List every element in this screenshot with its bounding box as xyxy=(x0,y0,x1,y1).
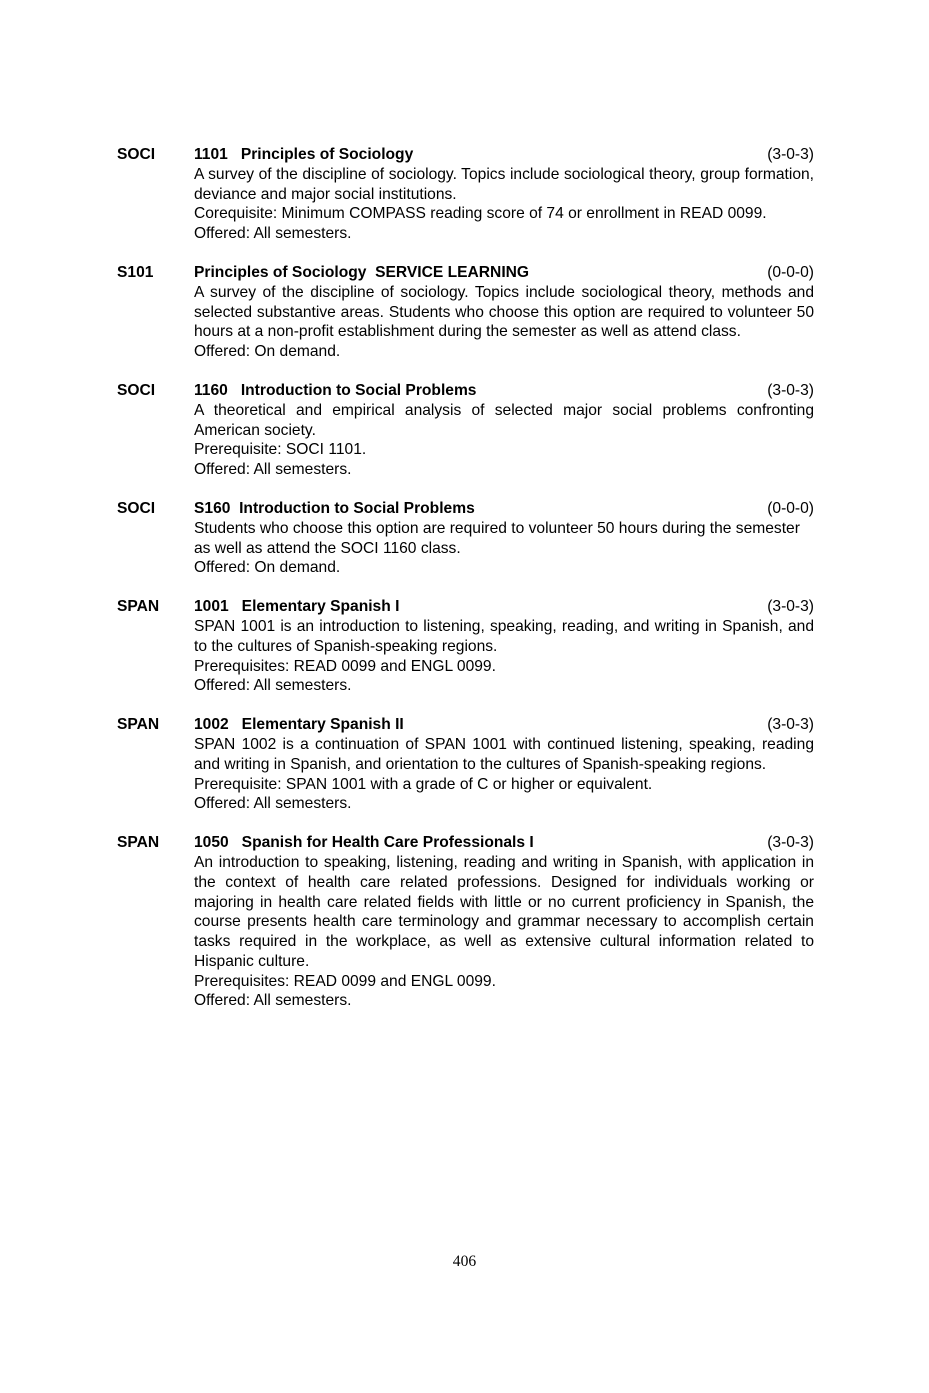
course-body xyxy=(194,597,814,696)
course-title: 1001 Elementary Spanish I xyxy=(194,598,400,616)
course-entry xyxy=(117,715,814,814)
course-subject: SPAN xyxy=(117,716,160,734)
course-credits: (0-0-0) xyxy=(767,499,814,517)
course-description: An introduction to speaking, listening, reading and writing in Spanish, with application in the context of health care related professions. Designed for individuals working or majoring in health care related fields with little or no current proficiency in Spanish, the course presents health care terminology and grammar necessary to accomplish certain tasks required in the workplace, as well as extensive cultural information related to Hispanic culture. xyxy=(194,853,814,970)
course-description: SPAN 1002 is a continuation of SPAN 1001 with continued listening, speaking, reading and writing in Spanish, and orientation to the cultures of Spanish-speaking regions. xyxy=(194,735,814,773)
course-entry xyxy=(117,499,814,578)
course-title: 1002 Elementary Spanish II xyxy=(194,716,404,734)
course-header xyxy=(194,145,814,165)
course-offered: Offered: All semesters. xyxy=(194,795,352,813)
course-title: Principles of Sociology SERVICE LEARNING xyxy=(194,263,530,281)
course-entry xyxy=(117,145,814,244)
course-requirement: Prerequisites: READ 0099 and ENGL 0099. xyxy=(194,972,496,990)
course-header xyxy=(194,715,814,735)
course-offered: Offered: All semesters. xyxy=(194,225,352,243)
course-entry xyxy=(117,833,814,1011)
course-body xyxy=(194,145,814,244)
course-offered: Offered: On demand. xyxy=(194,343,341,361)
course-body xyxy=(194,499,814,578)
course-requirement: Prerequisite: SOCI 1101. xyxy=(194,441,367,459)
course-body xyxy=(194,715,814,814)
course-description: A survey of the discipline of sociology. Topics include sociological theory, group formation, deviance and major social institutions. xyxy=(194,165,814,203)
course-header xyxy=(194,597,814,617)
course-requirement: Prerequisites: READ 0099 and ENGL 0099. xyxy=(194,657,496,675)
course-subject: SOCI xyxy=(117,381,156,399)
page-number: 406 xyxy=(452,1253,477,1270)
course-description: A theoretical and empirical analysis of selected major social problems confronting American society. xyxy=(194,401,814,439)
course-body xyxy=(194,381,814,480)
course-credits: (3-0-3) xyxy=(767,146,814,163)
course-entry xyxy=(117,263,814,362)
course-description: Students who choose this option are required to volunteer 50 hours during the semester as well as attend the SOCI 1160 class. xyxy=(194,519,800,557)
course-catalog xyxy=(117,145,814,1030)
course-offered: Offered: All semesters. xyxy=(194,677,352,695)
course-subject: SOCI xyxy=(117,146,156,163)
course-subject: S101 xyxy=(117,263,154,281)
course-title: 1101 Principles of Sociology xyxy=(194,146,414,163)
course-header xyxy=(194,499,814,519)
course-body xyxy=(194,833,814,1011)
course-credits: (0-0-0) xyxy=(767,263,814,281)
course-entry xyxy=(117,381,814,480)
course-header xyxy=(194,833,814,853)
course-subject: SPAN xyxy=(117,834,160,852)
course-description: SPAN 1001 is an introduction to listening, speaking, reading, and writing in Spanish, and to the cultures of Spanish-speaking regions. xyxy=(194,617,814,655)
course-description: A survey of the discipline of sociology. Topics include sociological theory, methods and selected substantive areas. Students who choose this option are required to volunteer 50 hours at a non-profit establishment during the semester as well as attend class. xyxy=(194,283,814,341)
course-header xyxy=(194,381,814,401)
course-requirement: Prerequisite: SPAN 1001 with a grade of C or higher or equivalent. xyxy=(194,775,653,793)
course-title: 1160 Introduction to Social Problems xyxy=(194,381,477,399)
course-requirement: Corequisite: Minimum COMPASS reading score of 74 or enrollment in READ 0099. xyxy=(194,205,767,223)
course-body xyxy=(194,263,814,362)
course-entry xyxy=(117,597,814,696)
course-offered: Offered: On demand. xyxy=(194,559,341,577)
course-offered: Offered: All semesters. xyxy=(194,992,352,1010)
course-subject: SPAN xyxy=(117,598,160,616)
course-header xyxy=(194,263,814,283)
course-subject: SOCI xyxy=(117,499,156,517)
course-credits: (3-0-3) xyxy=(767,716,814,734)
course-title: 1050 Spanish for Health Care Professionals I xyxy=(194,834,534,852)
course-offered: Offered: All semesters. xyxy=(194,461,352,479)
course-credits: (3-0-3) xyxy=(767,834,814,852)
course-credits: (3-0-3) xyxy=(767,381,814,399)
course-credits: (3-0-3) xyxy=(767,598,814,616)
course-title: S160 Introduction to Social Problems xyxy=(194,499,475,517)
